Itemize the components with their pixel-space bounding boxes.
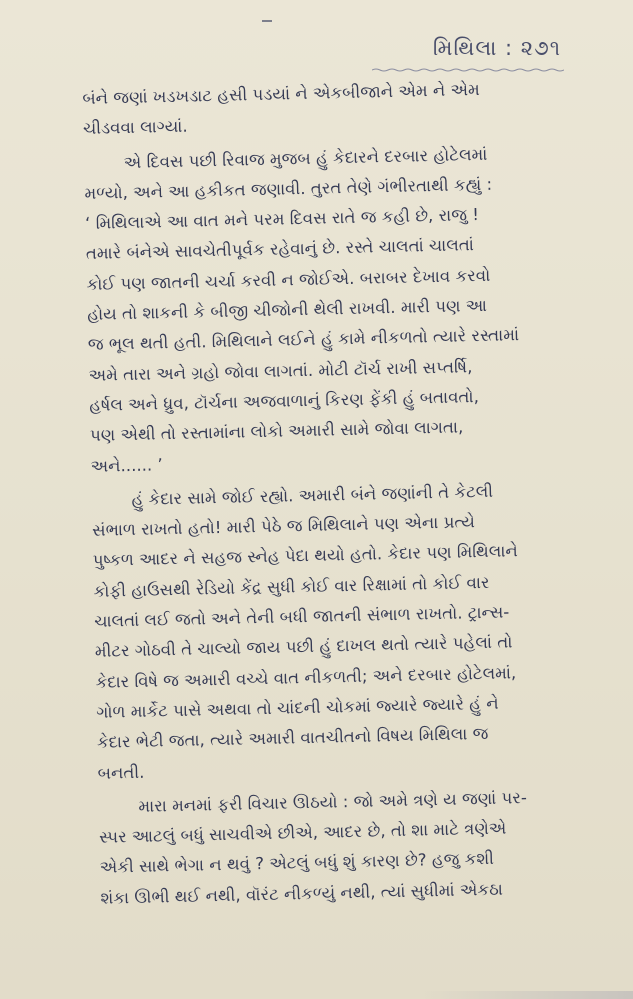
text-line: કેદાર વિષે જ અમારી વચ્ચે વાત નીકળતી; અને દરબાર હોટેલમાં, bbox=[95, 662, 517, 692]
paragraph bbox=[83, 137, 610, 482]
body-text bbox=[82, 72, 621, 914]
text-line: પુષ્કળ આદર ને સહજ સ્નેહ પેદા થયો હતો. કેદાર પણ મિથિલાને bbox=[92, 541, 518, 571]
paragraph bbox=[98, 781, 621, 914]
text-line: કોઈ પણ જાતની ચર્ચા કરવી ન જોઈએ. બરાબર દેખાવ કરવો bbox=[86, 265, 491, 294]
text-line: ચાલતાં લઈ જતો અને તેની બધી જાતની સંભાળ રાખતો. ટ્રાન્સ- bbox=[93, 602, 510, 631]
text-line: કોફી હાઉસથી રેડિયો કેંદ્ર સુધી કોઈ વાર રિક્ષામાં તો કોઈ વાર bbox=[93, 572, 490, 601]
text-line: ચીડવવા લાગ્યાં. bbox=[82, 116, 188, 139]
text-line: મળ્યો, અને આ હકીકત જણાવી. તુરત તેણે ગંભીરતાથી કહ્યું : bbox=[84, 174, 493, 203]
text-line: મીટર ગોઠવી તે ચાલ્યો જાય પછી હું દાખલ થતો ત્યારે પહેલાં તો bbox=[94, 632, 513, 662]
text-line: હોય તો શાકની કે બીજી ચીજોની થેલી રાખવી. મારી પણ આ bbox=[87, 295, 488, 325]
text-line: સંભાળ રાખતો હતો! મારી પેઠે જ મિથિલાને પણ એના પ્રત્યે bbox=[91, 512, 476, 541]
running-head-rule bbox=[372, 68, 564, 72]
text-line: ‘ મિથિલાએ આ વાત મને પરમ દિવસ રાતે જ કહી છે, રાજુ ! bbox=[84, 205, 480, 234]
text-line: કેદાર ભેટી જતા, ત્યારે અમારી વાતચીતનો વિષય મિથિલા જ bbox=[96, 724, 489, 753]
text-line: પણ એથી તો રસ્તામાંના લોકો અમારી સામે જોવા લાગતા, bbox=[89, 417, 464, 446]
paragraph bbox=[91, 474, 618, 789]
running-head: મિથિલા : ૨૭૧ bbox=[432, 36, 561, 60]
paragraph bbox=[82, 72, 603, 144]
text-line: અમે તારા અને ગ્રહો જોવા લાગતાં. મોટી ટૉર્ચ રાખી સપ્તર્ષિ, bbox=[88, 356, 473, 385]
text-line: શંકા ઊભી થઈ નથી, વૉરંટ નીકળ્યું નથી, ત્યાં સુધીમાં એકઠા bbox=[100, 879, 504, 908]
top-dash-mark bbox=[262, 20, 272, 22]
text-line: એકી સાથે ભેગા ન થવું ? એટલું બધું શું કારણ છે? હજુ કશી bbox=[99, 849, 495, 878]
text-line: તમારે બંનેએ સાવચેતીપૂર્વક રહેવાનું છે. રસ્તે ચાલતાં ચાલતાં bbox=[85, 235, 475, 264]
text-line: અને...... ’ bbox=[90, 454, 163, 476]
text-line: ગોળ માર્કેટ પાસે અથવા તો ચાંદની ચોકમાં જ્યારે જ્યારે હું ને bbox=[96, 693, 499, 722]
page-edge-shadow bbox=[420, 991, 633, 999]
text-line: બનતી. bbox=[97, 762, 145, 783]
text-line: સ્પર આટલું બધું સાચવીએ છીએ, આદર છે, તો શા માટે ત્રણેએ bbox=[98, 818, 507, 847]
text-line: મારા મનમાં ફરી વિચાર ઊઠયો : જો અમે ત્રણે ય જણાં પર- bbox=[138, 787, 528, 816]
text-line: હર્ષલ અને ધ્રુવ, ટૉર્ચના અજવાળાનું કિરણ ફેંકી હું બતાવતો, bbox=[89, 387, 480, 415]
text-line: એ દિવસ પછી રિવાજ મુજબ હું કેદારને દરબાર હોટેલમાં bbox=[123, 144, 488, 172]
text-line: હું કેદાર સામે જોઈ રહ્યો. અમારી બંને જણાંની તે કેટલી bbox=[131, 481, 494, 509]
text-line: બંને જણાં ખડખડાટ હસી પડયાં ને એકબીજાને એમ ને એમ bbox=[82, 79, 480, 108]
text-line: જ ભૂલ થતી હતી. મિથિલાને લઈને હું કામે નીકળતો ત્યારે રસ્તામાં bbox=[87, 325, 520, 355]
